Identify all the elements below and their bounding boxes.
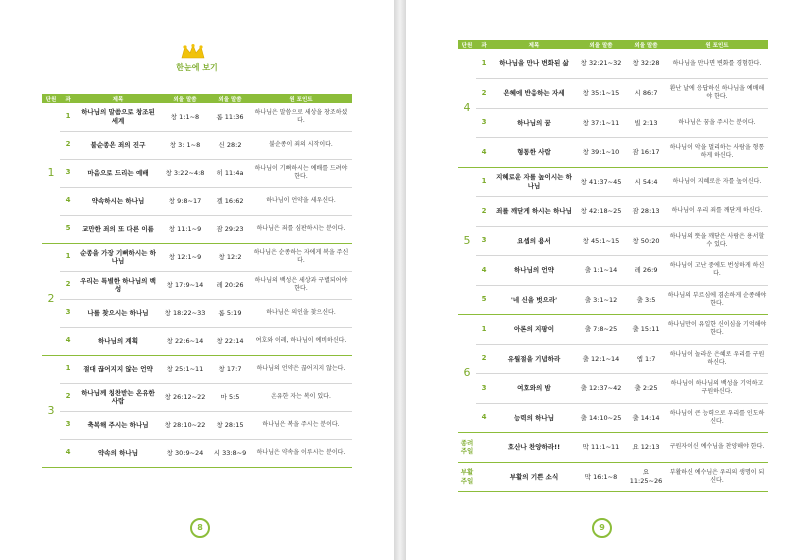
table-row (458, 197, 768, 227)
table-row (42, 299, 352, 327)
verse-range: 출 12:37~42 (576, 374, 626, 404)
verse-range: 창 39:1~10 (576, 138, 626, 168)
verse-range: 창 30:9~24 (160, 439, 210, 467)
unit-number: 2 (42, 243, 60, 355)
verse-range: 창 12:1~9 (160, 243, 210, 271)
lesson-number: 3 (60, 299, 76, 327)
table-row (458, 49, 768, 79)
header-one-point: 원 포인트 (666, 40, 768, 49)
lesson-number: 2 (60, 131, 76, 159)
verse-range: 창 41:37~45 (576, 167, 626, 197)
memory-verse: 창 22:14 (210, 327, 250, 355)
table-row (42, 411, 352, 439)
one-point: 하나님이 기뻐하시는 예배를 드려야 한다. (250, 159, 352, 187)
memory-verse: 잠 29:23 (210, 215, 250, 243)
lesson-title: 형통한 사람 (492, 138, 576, 168)
one-point: 하나님을 만나면 변화를 경험한다. (666, 49, 768, 79)
one-point: 환난 날에 응답하신 하나님을 예배해야 한다. (666, 79, 768, 109)
memory-verse: 시 54:4 (626, 167, 666, 197)
verse-range: 출 1:1~14 (576, 256, 626, 286)
verse-range: 창 1:1~8 (160, 103, 210, 131)
lesson-number: 3 (476, 108, 492, 138)
table-row (42, 215, 352, 243)
table-row (42, 131, 352, 159)
verse-range: 창 11:1~9 (160, 215, 210, 243)
lesson-title: 은혜에 반응하는 자세 (492, 79, 576, 109)
unit-number: 3 (42, 355, 60, 467)
one-point: 하나님이 언약을 세우신다. (250, 187, 352, 215)
one-point: 하나님만이 유일한 신이심을 기억해야 한다. (666, 315, 768, 345)
unit-number: 1 (42, 103, 60, 243)
lesson-number: 1 (476, 49, 492, 79)
memory-verse: 창 32:28 (626, 49, 666, 79)
lesson-title: 요셉의 용서 (492, 226, 576, 256)
verse-range: 창 35:1~15 (576, 79, 626, 109)
lesson-title: 유월절을 기념하라 (492, 344, 576, 374)
verse-range: 창 22:6~14 (160, 327, 210, 355)
table-row (42, 383, 352, 411)
header-lesson: 과 (476, 40, 492, 49)
table-row (458, 138, 768, 168)
lesson-title: 지혜로운 자를 높이시는 하나님 (492, 167, 576, 197)
one-point: 여호와 이레, 하나님이 예비하신다. (250, 327, 352, 355)
lesson-title: 아론의 지팡이 (492, 315, 576, 345)
table-header (458, 40, 768, 49)
one-point: 하나님은 의인을 찾으신다. (250, 299, 352, 327)
header-title: 제목 (492, 40, 576, 49)
lesson-title: 교만한 죄의 또 다른 이름 (76, 215, 160, 243)
one-point: 하나님의 백성은 세상과 구별되어야 한다. (250, 271, 352, 299)
lesson-number: 1 (60, 103, 76, 131)
memory-verse: 겔 16:62 (210, 187, 250, 215)
lesson-title: 우리는 특별한 하나님의 백성 (76, 271, 160, 299)
table-row (458, 285, 768, 315)
one-point: 불순종이 죄의 시작이다. (250, 131, 352, 159)
unit-number: 4 (458, 49, 476, 167)
crown-icon (180, 44, 206, 60)
one-point: 구원자이신 예수님을 찬양해야 한다. (666, 433, 768, 463)
one-point: 하나님이 하나님의 백성을 기억하고 구원하신다. (666, 374, 768, 404)
verse-range: 창 3:22~4:8 (160, 159, 210, 187)
page-title: 한눈에 보기 (176, 63, 218, 72)
lesson-title: 하나님의 꿈 (492, 108, 576, 138)
lesson-number: 4 (476, 403, 492, 433)
verse-range: 창 3: 1~8 (160, 131, 210, 159)
table-row (458, 315, 768, 345)
lesson-number: 1 (476, 315, 492, 345)
verse-range: 창 17:9~14 (160, 271, 210, 299)
lesson-number: 3 (60, 159, 76, 187)
one-point: 하나님은 복을 주시는 분이다. (250, 411, 352, 439)
schedule-table-right (458, 40, 768, 492)
header-unit: 단원 (458, 40, 476, 49)
lesson-number: 4 (476, 256, 492, 286)
verse-range: 창 25:1~11 (160, 355, 210, 383)
verse-range: 창 42:18~25 (576, 197, 626, 227)
one-point: 하나님이 놀라운 은혜로 우리를 구원하신다. (666, 344, 768, 374)
verse-range: 창 28:10~22 (160, 411, 210, 439)
lesson-number: 5 (60, 215, 76, 243)
header-unit: 단원 (42, 94, 60, 103)
lesson-title: 호산나 찬양하라!! (492, 433, 576, 463)
lesson-title: 죄를 깨닫게 하시는 하나님 (492, 197, 576, 227)
header-title: 제목 (76, 94, 160, 103)
table-row (458, 167, 768, 197)
verse-range: 출 7:8~25 (576, 315, 626, 345)
table-row (42, 271, 352, 299)
verse-range: 창 9:8~17 (160, 187, 210, 215)
lesson-title: 약속하시는 하나님 (76, 187, 160, 215)
lesson-number: 4 (60, 439, 76, 467)
table-row (458, 462, 768, 492)
verse-range: 막 11:1~11 (576, 433, 626, 463)
schedule-table-left (42, 94, 352, 468)
lesson-number: 1 (60, 355, 76, 383)
table-row (458, 374, 768, 404)
lesson-number: 2 (476, 197, 492, 227)
lesson-number: 1 (60, 243, 76, 271)
lesson-number: 3 (476, 226, 492, 256)
verse-range: 출 14:10~25 (576, 403, 626, 433)
table-row (42, 159, 352, 187)
table-row (458, 79, 768, 109)
lesson-number: 4 (60, 327, 76, 355)
one-point: 하나님은 약속을 이루시는 분이다. (250, 439, 352, 467)
memory-verse: 히 11:4a (210, 159, 250, 187)
lesson-title: 하나님의 언약 (492, 256, 576, 286)
memory-verse: 요 12:13 (626, 433, 666, 463)
table-header (42, 94, 352, 103)
lesson-title: 여호와의 밤 (492, 374, 576, 404)
one-point: 하나님이 지혜로운 자를 높이신다. (666, 167, 768, 197)
lesson-title: 순종을 가장 기뻐하시는 하나님 (76, 243, 160, 271)
page-number: 9 (592, 518, 612, 538)
lesson-title: 절대 끊어지지 않는 언약 (76, 355, 160, 383)
lesson-title: 나를 찾으시는 하나님 (76, 299, 160, 327)
one-point: 하나님의 부르심에 겸손하게 순종해야 한다. (666, 285, 768, 315)
table-row (458, 256, 768, 286)
lesson-title: 불순종은 죄의 진구 (76, 131, 160, 159)
header-verse-range: 외울 말씀 (576, 40, 626, 49)
table-row (458, 403, 768, 433)
verse-range: 창 18:22~33 (160, 299, 210, 327)
unit-number: 6 (458, 315, 476, 433)
lesson-number: 2 (476, 79, 492, 109)
right-page (406, 0, 800, 560)
table-body (42, 103, 352, 467)
lesson-title: 능력의 하나님 (492, 403, 576, 433)
book-gutter (394, 0, 406, 560)
memory-verse: 창 28:15 (210, 411, 250, 439)
table-row (42, 243, 352, 271)
lesson-title: 하나님의 계획 (76, 327, 160, 355)
memory-verse: 요 11:25~26 (626, 462, 666, 492)
memory-verse: 시 33:8~9 (210, 439, 250, 467)
page-number: 8 (190, 518, 210, 538)
verse-range: 출 3:1~12 (576, 285, 626, 315)
table-row (42, 439, 352, 467)
memory-verse: 엡 1:7 (626, 344, 666, 374)
one-point: 하나님이 고난 중에도 번성하게 하신다. (666, 256, 768, 286)
table-row (42, 187, 352, 215)
memory-verse: 롬 11:36 (210, 103, 250, 131)
memory-verse: 출 3:5 (626, 285, 666, 315)
one-point: 하나님이 우리 죄를 깨닫게 하신다. (666, 197, 768, 227)
memory-verse: 창 17:7 (210, 355, 250, 383)
memory-verse: 롬 5:19 (210, 299, 250, 327)
memory-verse: 레 26:9 (626, 256, 666, 286)
left-page (0, 0, 394, 560)
memory-verse: 창 12:2 (210, 243, 250, 271)
unit-number: 종려 주일 (458, 433, 476, 463)
header-one-point: 원 포인트 (250, 94, 352, 103)
memory-verse: 잠 28:13 (626, 197, 666, 227)
table-row (458, 108, 768, 138)
memory-verse: 빌 2:13 (626, 108, 666, 138)
one-point: 온유한 자는 복이 있다. (250, 383, 352, 411)
table-body (458, 49, 768, 492)
table-row (42, 327, 352, 355)
one-point: 부활하신 예수님은 우리의 생명이 되신다. (666, 462, 768, 492)
lesson-number: 3 (60, 411, 76, 439)
unit-number: 부활 주일 (458, 462, 476, 492)
lesson-number: 4 (60, 187, 76, 215)
lesson-number: 2 (60, 383, 76, 411)
lesson-number (476, 433, 492, 463)
one-point: 하나님이 큰 능력으로 우리를 인도하신다. (666, 403, 768, 433)
one-point: 하나님이 악을 멀리하는 사람을 형통하게 하신다. (666, 138, 768, 168)
verse-range: 창 37:1~11 (576, 108, 626, 138)
lesson-title: 축복해 주시는 하나님 (76, 411, 160, 439)
memory-verse: 시 86:7 (626, 79, 666, 109)
one-point: 하나님의 뜻을 깨닫은 사람은 용서할 수 있다. (666, 226, 768, 256)
lesson-number: 2 (476, 344, 492, 374)
lesson-number (476, 462, 492, 492)
verse-range: 창 32:21~32 (576, 49, 626, 79)
memory-verse: 출 14:14 (626, 403, 666, 433)
one-point: 하나님은 꿈을 주시는 분이다. (666, 108, 768, 138)
lesson-title: 부활의 기쁜 소식 (492, 462, 576, 492)
table-row (42, 103, 352, 131)
one-point: 하나님은 순종하는 자에게 복을 주신다. (250, 243, 352, 271)
unit-number: 5 (458, 167, 476, 315)
table-row (458, 226, 768, 256)
header-memory-verse: 외울 말씀 (210, 94, 250, 103)
lesson-title: '네 신을 벗으라' (492, 285, 576, 315)
table-row (458, 433, 768, 463)
lesson-number: 4 (476, 138, 492, 168)
memory-verse: 출 15:11 (626, 315, 666, 345)
lesson-title: 약속의 하나님 (76, 439, 160, 467)
lesson-number: 1 (476, 167, 492, 197)
one-point: 하나님의 언약은 끊어지지 않는다. (250, 355, 352, 383)
memory-verse: 출 2:25 (626, 374, 666, 404)
header-memory-verse: 외울 말씀 (626, 40, 666, 49)
lesson-number: 2 (60, 271, 76, 299)
memory-verse: 마 5:5 (210, 383, 250, 411)
memory-verse: 잠 16:17 (626, 138, 666, 168)
memory-verse: 신 28:2 (210, 131, 250, 159)
lesson-number: 3 (476, 374, 492, 404)
lesson-number: 5 (476, 285, 492, 315)
lesson-title: 하나님께 칭찬받는 온유한 사람 (76, 383, 160, 411)
verse-range: 창 26:12~22 (160, 383, 210, 411)
lesson-title: 마음으로 드리는 예배 (76, 159, 160, 187)
lesson-title: 하나님을 만나 변화된 삶 (492, 49, 576, 79)
verse-range: 막 16:1~8 (576, 462, 626, 492)
one-point: 하나님은 말씀으로 세상을 창조하셨다. (250, 103, 352, 131)
one-point: 하나님은 죄를 심판하시는 분이다. (250, 215, 352, 243)
table-row (458, 344, 768, 374)
lesson-title: 하나님의 말씀으로 창조된 세계 (76, 103, 160, 131)
verse-range: 출 12:1~14 (576, 344, 626, 374)
memory-verse: 창 50:20 (626, 226, 666, 256)
memory-verse: 레 20:26 (210, 271, 250, 299)
table-row (42, 355, 352, 383)
header-verse-range: 외울 말씀 (160, 94, 210, 103)
verse-range: 창 45:1~15 (576, 226, 626, 256)
header-lesson: 과 (60, 94, 76, 103)
